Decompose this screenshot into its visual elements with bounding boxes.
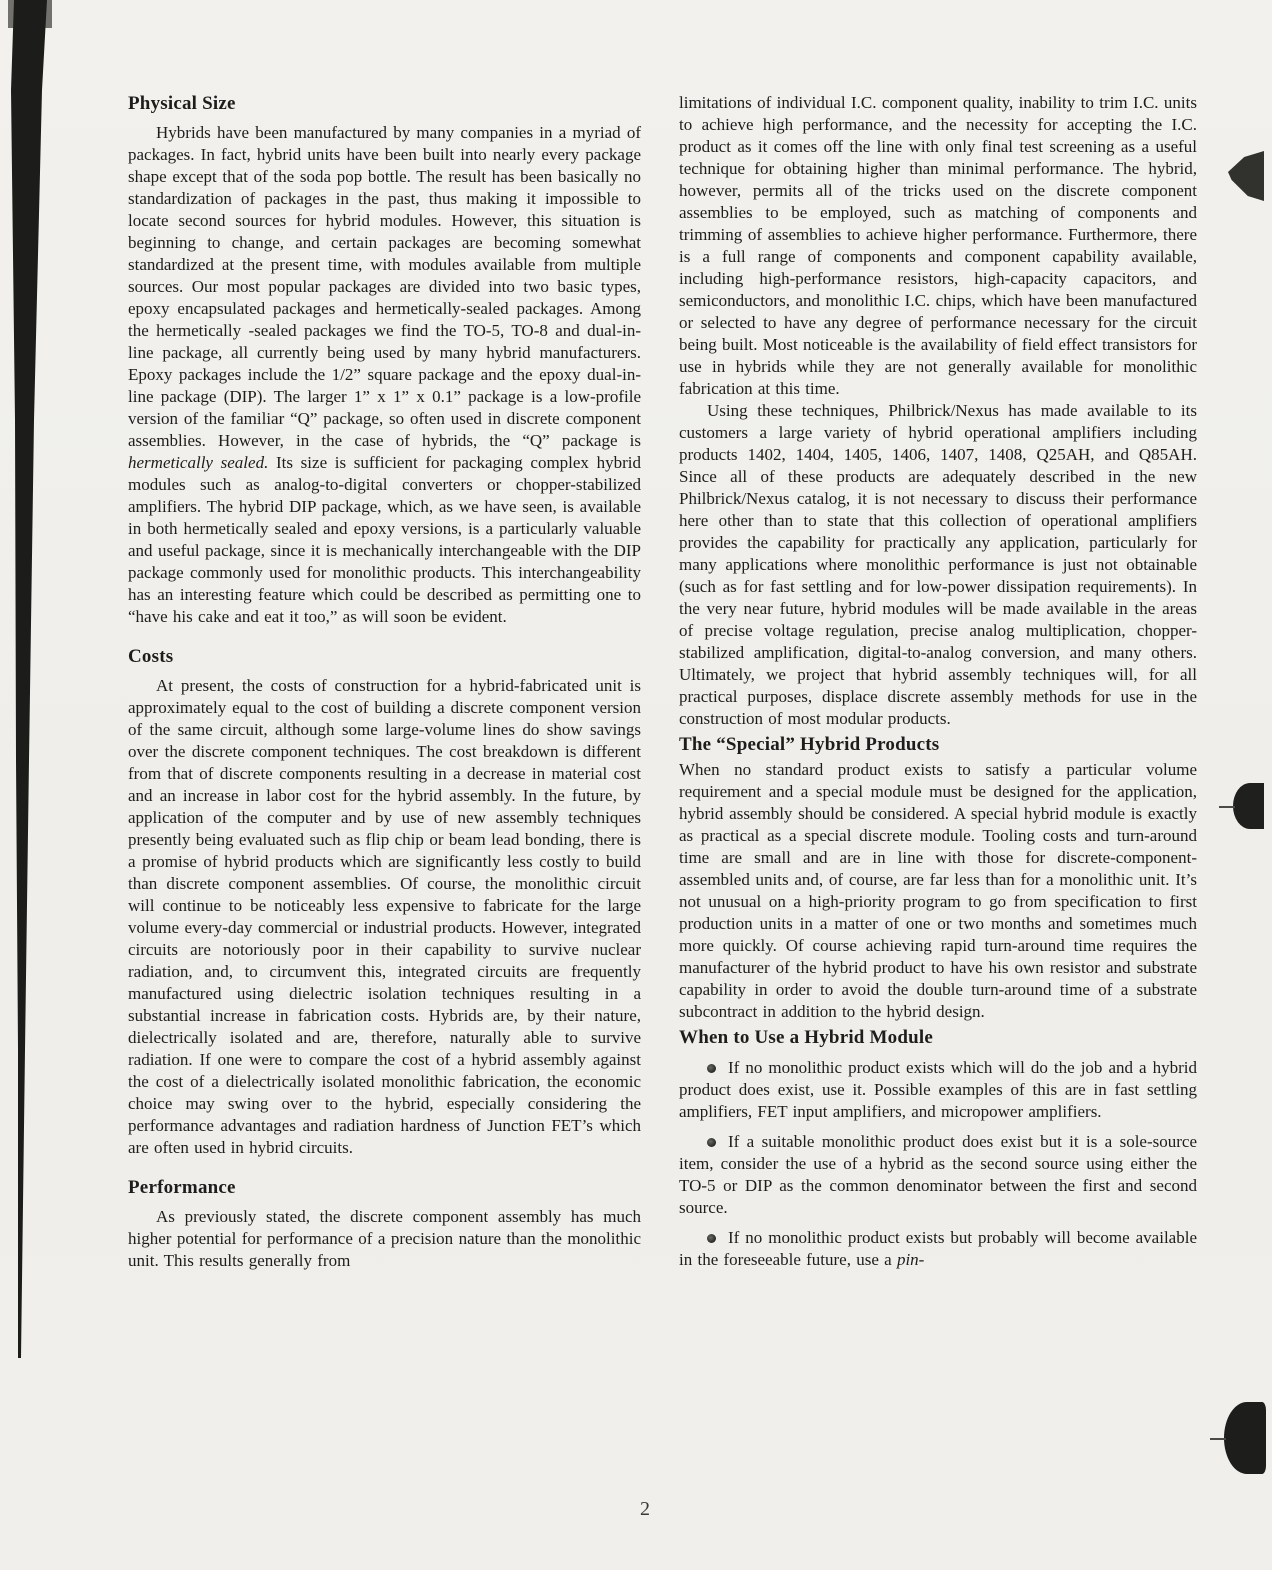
bullet-text-italic: pin- [896, 1250, 925, 1269]
paragraph-physical-size [128, 122, 641, 628]
ink-blob-tail [1219, 806, 1235, 808]
bullet-item-2 [679, 1131, 1197, 1219]
paragraph-text: Its size is sufficient for packaging complex hybrid modules such as analog-to-digital converters or chopper-stabilized amplifiers. The hybrid DIP package, which, as we have seen, is available in both hermetically sealed and epoxy versions, is a particularly valuable and useful package, since it is mechanically interchangeable with the DIP package commonly used for monolithic products. This interchangeability has an interesting feature which could be described as permitting one to “have his cake and eat it too,” as will soon be evident. [128, 453, 641, 626]
section-heading-performance: Performance [128, 1177, 236, 1198]
bullet-text: If no monolithic product exists which will do the job and a hybrid product does exist, use it. Possible examples of this are in fast settling amplifiers, FET input amplifiers, and micropower amplifiers. [679, 1058, 1197, 1121]
section-heading-when-to-use: When to Use a Hybrid Module [679, 1027, 933, 1048]
page-number: 2 [640, 1498, 650, 1520]
bullet-icon [707, 1138, 716, 1147]
bullet-icon [707, 1234, 716, 1243]
section-heading-physical-size: Physical Size [128, 93, 236, 114]
scan-artifact-left-edge-wedge [0, 0, 60, 1360]
ink-blob-tail [1210, 1438, 1226, 1440]
bullet-text: If a suitable monolithic product does exist but it is a sole-source item, consider the use of a hybrid as the second source using either the TO-5 or DIP as the common denominator between the first and second source. [679, 1132, 1197, 1217]
scan-artifact-ink-blob-bottom-right [1224, 1402, 1266, 1474]
right-column [679, 92, 1197, 1272]
paragraph-performance-continuation: limitations of individual I.C. component quality, inability to trim I.C. units to achieve high performance, and the necessity for accepting the I.C. product as it comes off the line with only final test screening as a useful technique for obtaining higher than minimal performance. The hybrid, however, permits all of the tricks used on the discrete component assemblies to be employed, such as matching of components and trimming of assemblies to achieve higher performance. Furthermore, there is a full range of components and component capability available, including high-performance resistors, high-capacity capacitors, and semiconductors, and monolithic I.C. chips, which have been manufactured or selected to have any degree of performance necessary for the circuit being built. Most noticeable is the availability of field effect transistors for use in hybrids while they are not generally available for monolithic fabrication at this time. [679, 93, 1197, 398]
paragraph-special-hybrid: When no standard product exists to satisfy a particular volume requirement and a special module must be designed for the application, hybrid assembly should be considered. A special hybrid module is exactly as practical as a special discrete module. Tooling costs and turn-around time are small and are in line with those for discrete-component-assembled units and, of course, are far less than for a monolithic unit. It’s not unusual on a high-priority program to go from specification to first production units in a matter of one or two months and sometimes much more quickly. Of course achieving rapid turn-around time requires the manufacturer of the hybrid product to have his own resistor and substrate capability in order to avoid the double turn-around time of a substrate subcontract in addition to the hybrid design. [679, 760, 1197, 1021]
paragraph-performance: As previously stated, the discrete component assembly has much higher potential for performance of a precision nature than the monolithic unit. This results generally from [128, 1207, 641, 1270]
bullet-text: If no monolithic product exists but probably will become available in the foreseeable future, use a [679, 1228, 1197, 1269]
bullet-icon [707, 1064, 716, 1073]
left-column [128, 92, 641, 1272]
bullet-item-3 [679, 1227, 1197, 1271]
paragraph-philbrick-nexus: Using these techniques, Philbrick/Nexus has made available to its customers a large variety of hybrid operational amplifiers including products 1402, 1404, 1405, 1406, 1407, 1408, Q25AH, and Q85AH. Since all of these products are adequately described in the new Philbrick/Nexus catalog, it is not necessary to discuss their performance here other than to state that this collection of operational amplifiers provides the capability for practically any application, particularly for many applications where monolithic performance is just not obtainable (such as for fast settling and for low-power dissipation requirements). In the very near future, hybrid modules will be made available in the areas of precise voltage regulation, precise analog multiplication, chopper-stabilized amplification, digital-to-analog conversion, and many others. Ultimately, we project that hybrid assembly techniques will, for all practical purposes, displace discrete assembly methods for use in the construction of most modular products. [679, 401, 1197, 728]
section-heading-costs: Costs [128, 646, 174, 667]
bullet-item-1 [679, 1057, 1197, 1123]
paragraph-text-italic: hermetically sealed. [128, 453, 269, 472]
section-heading-special-hybrid-products: The “Special” Hybrid Products [679, 734, 940, 755]
scan-artifact-ink-blob-middle-right [1233, 783, 1264, 829]
page-body [128, 92, 1197, 1272]
paragraph-text: Hybrids have been manufactured by many companies in a myriad of packages. In fact, hybrid units have been built into nearly every package shape except that of the soda pop bottle. The result has been basically no standardization of packages in the past, thus making it impossible to locate second sources for hybrid modules. However, this situation is beginning to change, and certain packages are becoming somewhat standardized at the present time, with modules available from multiple sources. Our most popular packages are divided into two basic types, epoxy encapsulated packages and hermetically-sealed packages. Among the hermetically -sealed packages we find the TO-5, TO-8 and dual-in-line package, all currently being used by many hybrid manufacturers. Epoxy packages include the 1/2” square package and the epoxy dual-in-line package (DIP). The larger 1” x 1” x 0.1” package is a low-profile version of the familiar “Q” package, so often used in discrete component assemblies. However, in the case of hybrids, the “Q” package is [128, 123, 641, 450]
paragraph-costs: At present, the costs of construction for a hybrid-fabricated unit is approximately equal to the cost of building a discrete component version of the same circuit, although some large-volume lines do show savings over the discrete component techniques. The cost breakdown is different from that of discrete components resulting in a decrease in material cost and an increase in labor cost for the hybrid assembly. In the future, by application of the computer and by use of new assembly techniques presently being evaluated such as flip chip or beam lead bonding, there is a promise of hybrid products which are significantly less costly to build than discrete component assemblies. Of course, the monolithic circuit will continue to be noticeably less expensive to fabricate for the large volume every-day commercial or industrial products. However, integrated circuits are notoriously poor in their capability to survive nuclear radiation, and, to circumvent this, integrated circuits are frequently manufactured using dielectric isolation techniques resulting in a substantial increase in fabrication costs. Hybrids are, by their nature, dielectrically isolated and are, therefore, naturally able to survive radiation. If one were to compare the cost of a hybrid assembly against the cost of a dielectrically isolated monolithic fabrication, the economic choice may swing over to the hybrid, especially considering the performance advantages and radiation hardness of Junction FET’s which are often used in hybrid circuits. [128, 676, 641, 1157]
scan-artifact-ink-blob-top-right [1228, 151, 1264, 201]
